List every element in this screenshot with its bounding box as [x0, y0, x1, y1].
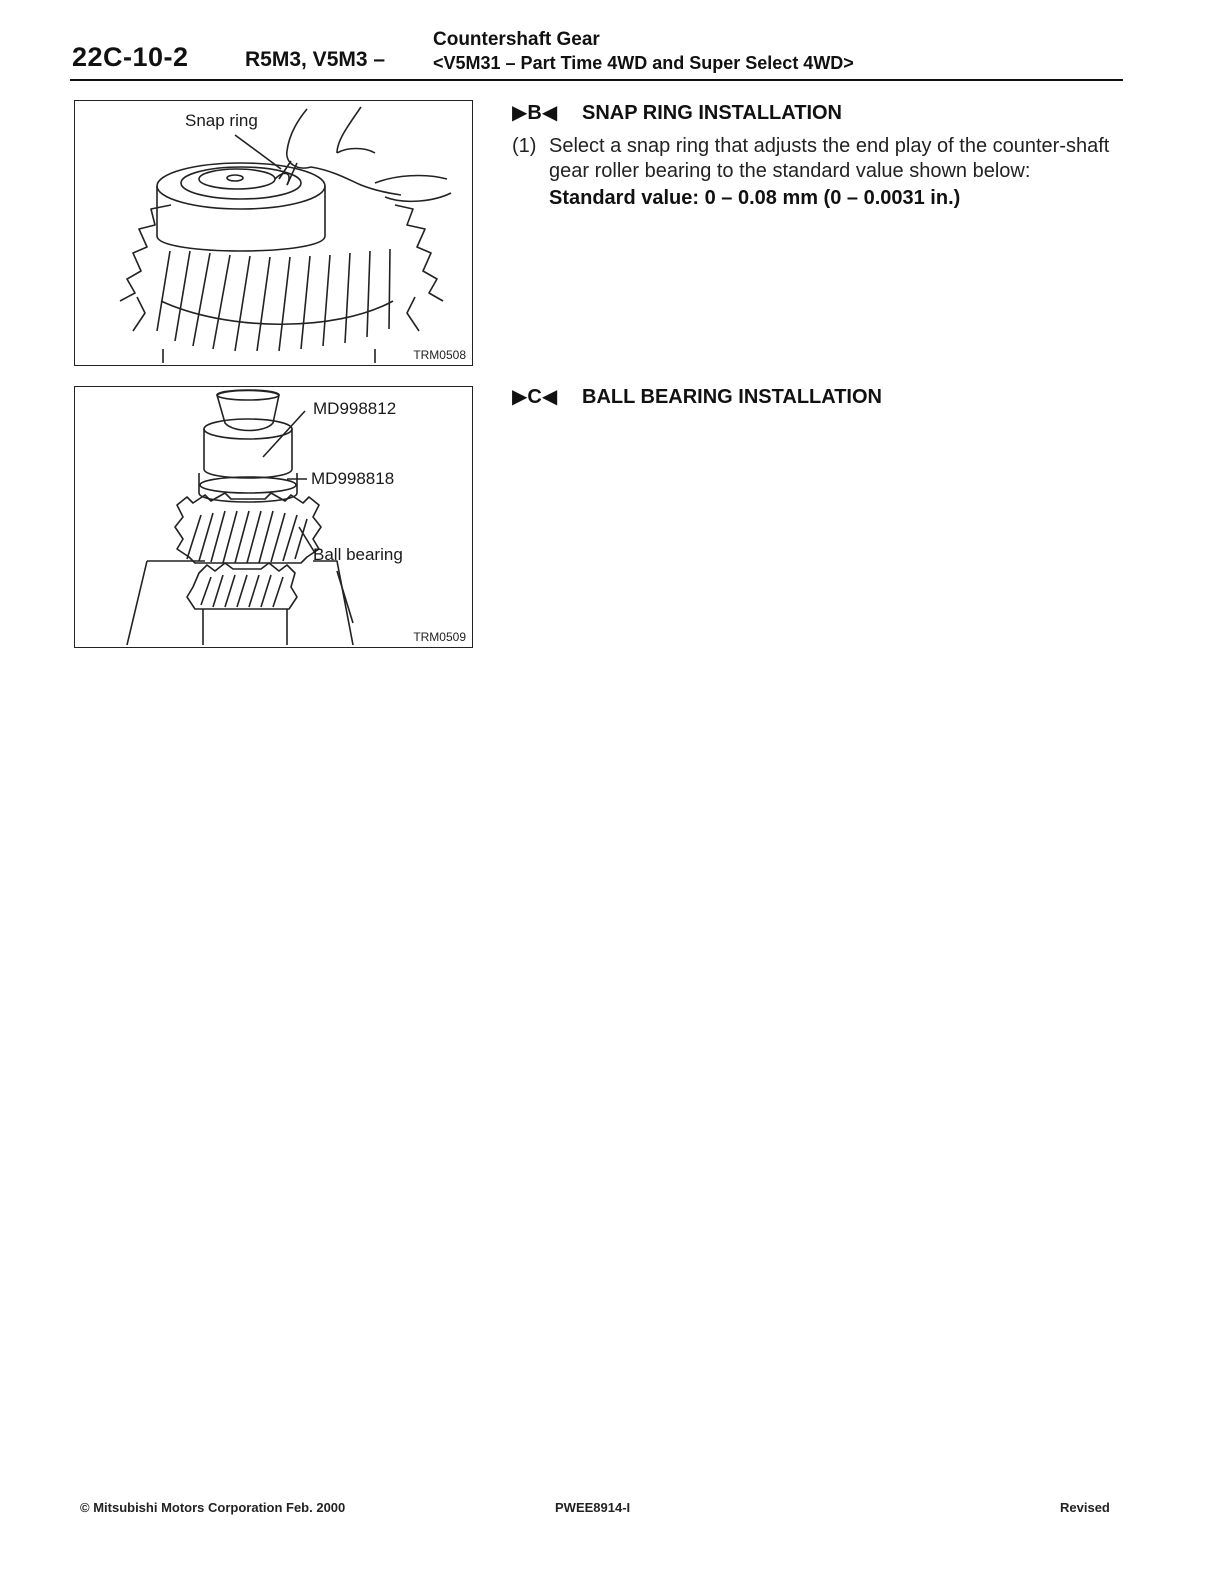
page-title: Countershaft Gear	[433, 29, 600, 50]
step-number: (1)	[512, 135, 537, 157]
header-rule	[70, 79, 1123, 81]
figure-code: TRM0508	[413, 348, 466, 362]
page-subtitle: <V5M31 – Part Time 4WD and Super Select 4WD>	[433, 53, 854, 73]
section-heading-snap-ring	[512, 100, 842, 125]
section-marker: ▶B◀	[512, 102, 558, 124]
tool-md998818-label: MD998818	[311, 469, 395, 488]
snap-ring-illustration	[75, 101, 472, 365]
page-number: 22C-10-2	[72, 42, 189, 72]
footer-copyright: © Mitsubishi Motors Corporation Feb. 2000	[80, 1500, 346, 1515]
procedure-step	[512, 134, 1122, 184]
step-text: Select a snap ring that adjusts the end play of the counter-shaft gear roller bearing to the standard value shown below:	[549, 135, 1110, 182]
section-title: SNAP RING INSTALLATION	[582, 102, 842, 124]
footer-status: Revised	[1060, 1500, 1110, 1515]
section-marker: ▶C◀	[512, 386, 558, 408]
footer-doc-code: PWEE8914-I	[555, 1500, 631, 1515]
tool-md998812-label: MD998812	[313, 399, 397, 418]
snap-ring-label: Snap ring	[185, 111, 258, 130]
section-title: BALL BEARING INSTALLATION	[582, 386, 882, 408]
standard-value: Standard value: 0 – 0.08 mm (0 – 0.0031 in.)	[549, 187, 961, 209]
section-heading-ball-bearing	[512, 384, 882, 409]
figure-snap-ring	[74, 100, 473, 366]
ball-bearing-label: Ball bearing	[313, 545, 403, 564]
ball-bearing-illustration	[75, 387, 472, 647]
model-code: R5M3, V5M3 –	[245, 48, 386, 71]
figure-ball-bearing	[74, 386, 473, 648]
figure-code: TRM0509	[413, 630, 466, 644]
